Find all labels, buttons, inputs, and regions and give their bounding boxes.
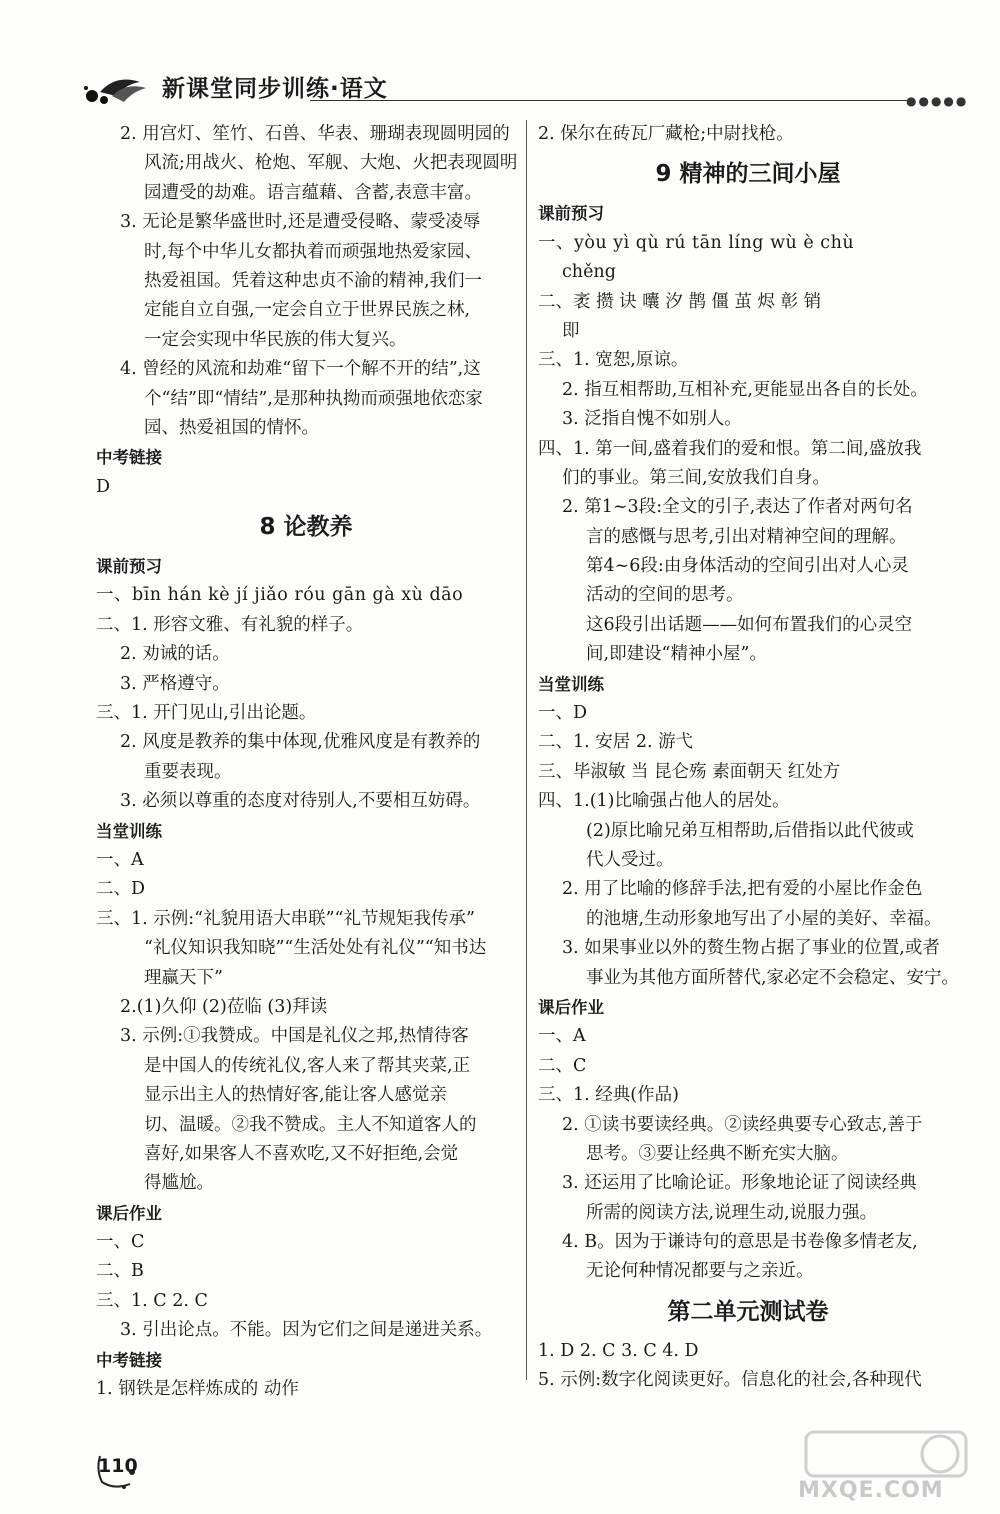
subsection-heading: 课后作业	[538, 997, 604, 1017]
text-line: D	[96, 476, 111, 497]
section-title: 第二单元测试卷	[667, 1298, 829, 1325]
text-line: 三、1. 示例:“礼貌用语大串联”“礼节规矩我传承”	[96, 908, 475, 929]
column-divider	[526, 120, 527, 1380]
text-line: 代人受过。	[586, 849, 674, 870]
text-line: 三、1. C 2. C	[96, 1290, 208, 1311]
text-line: 们的事业。第三间,安放我们自身。	[562, 467, 831, 488]
text-line: 园遭受的劫难。语言蕴藉、含蓄,表意丰富。	[144, 182, 483, 203]
text-line: 二、1. 形容文雅、有礼貌的样子。	[96, 614, 364, 635]
text-line: 3. 无论是繁华盛世时,还是遭受侵略、蒙受凌辱	[120, 212, 481, 233]
page-header	[70, 60, 969, 110]
text-line: 无论何种情况都要与之亲近。	[586, 1261, 814, 1282]
subsection-heading: 课前预习	[538, 204, 604, 224]
text-line: 这6段引出话题——如何布置我们的心灵空	[586, 614, 913, 635]
text-line: 重要表现。	[144, 761, 232, 782]
text-line: 切、温暖。②我不赞成。主人不知道客人的	[144, 1114, 477, 1135]
text-line: 二、1. 安居 2. 游弋	[538, 732, 694, 753]
text-line: 2. ①读书要读经典。②读经典要专心致志,善于	[562, 1114, 923, 1135]
subsection-heading: 中考链接	[96, 448, 162, 468]
subsection-heading: 课前预习	[96, 557, 162, 577]
left-column	[96, 120, 516, 1404]
text-line: 4. 曾经的风流和劫难“留下一个解不开的结”,这	[120, 359, 481, 380]
text-line: 一、A	[538, 1026, 586, 1047]
header-dots: ●●●●●	[906, 94, 969, 108]
text-line: 一、D	[538, 703, 588, 724]
text-line: 2.(1)久仰 (2)莅临 (3)拜读	[120, 996, 328, 1017]
text-line: 园、热爱祖国的情怀。	[144, 417, 319, 438]
text-line: 的池塘,生动形象地写出了小屋的美好、幸福。	[586, 908, 942, 929]
text-line: 间,即建设“精神小屋”。	[586, 644, 767, 665]
text-line: 5. 示例:数字化阅读更好。信息化的社会,各种现代	[538, 1370, 922, 1391]
text-line: 是中国人的传统礼仪,客人来了帮其夹菜,正	[144, 1055, 471, 1076]
text-line: 即	[562, 320, 580, 341]
text-line: 2. 用宫灯、笙竹、石兽、华表、珊瑚表现圆明园的	[120, 124, 510, 144]
section-title: 9 精神的三间小屋	[655, 161, 841, 188]
text-line: 活动的空间的思考。	[586, 585, 744, 606]
text-line: 一定会实现中华民族的伟大复兴。	[144, 329, 407, 350]
text-line: 三、1. 宽恕,原谅。	[538, 350, 689, 371]
text-line: 热爱祖国。凭着这种忠贞不渝的精神,我们一	[144, 270, 483, 291]
book-logo-icon	[82, 72, 152, 108]
text-line: 一、C	[96, 1232, 145, 1253]
text-line: 二、D	[96, 879, 146, 900]
text-line: 2. 保尔在砖瓦厂藏枪;中尉找枪。	[538, 124, 794, 144]
text-line: 事业为其他方面所替代,家必定不会稳定、安宁。	[586, 967, 960, 988]
text-line: 3. 还运用了比喻论证。形象地论证了阅读经典	[562, 1173, 917, 1194]
text-line: 2. 指互相帮助,互相补充,更能显出各自的长处。	[562, 379, 928, 400]
text-line: 3. 泛指自愧不如别人。	[562, 409, 742, 430]
text-line: 时,每个中华儿女都执着而顽强地热爱家园、	[144, 241, 483, 262]
text-line: chěng	[562, 262, 616, 283]
text-line: 3. 必须以尊重的态度对待别人,不要相互妨碍。	[120, 791, 481, 812]
text-line: 4. B。因为于谦诗句的意思是书卷像多情老友,	[562, 1232, 918, 1253]
text-line: 二、B	[96, 1261, 144, 1282]
text-line: 一、bīn hán kè jí jiǎo róu gān gà xù dāo	[96, 585, 464, 606]
text-line: 三、1. 开门见山,引出论题。	[96, 703, 317, 724]
text-line: 风流;用战火、枪炮、军舰、大炮、火把表现圆明	[144, 153, 518, 174]
text-line: 一、yòu yì qù rú tān líng wù è chù	[538, 232, 855, 253]
subsection-heading: 课后作业	[96, 1203, 162, 1223]
header-rule	[310, 100, 910, 101]
text-line: 3. 引出论点。不能。因为它们之间是递进关系。	[120, 1320, 493, 1341]
text-line: 2. 第1~3段:全文的引子,表达了作者对两句名	[562, 497, 913, 518]
section-title: 8 论教养	[259, 514, 353, 541]
subsection-heading: 中考链接	[96, 1350, 162, 1370]
text-line: 四、1.(1)比喻强占他人的居处。	[538, 791, 790, 812]
text-line: (2)原比喻兄弟互相帮助,后借指以此代彼或	[586, 820, 914, 841]
text-line: 三、1. 经典(作品)	[538, 1085, 679, 1106]
text-line: 二、C	[538, 1055, 587, 1076]
text-line: “礼仪知识我知晓”“生活处处有礼仪”“知书达	[144, 938, 487, 959]
watermark-text: MXQE.COM	[798, 1478, 944, 1503]
text-line: 二、袤 攒 诀 囔 汐 鹊 僵 茧 烬 彰 销	[538, 291, 822, 312]
right-column	[538, 120, 958, 1396]
text-line: 一、A	[96, 849, 144, 870]
header-title: 新课堂同步训练·语文	[162, 76, 388, 102]
text-line: 2. 劝诫的话。	[120, 644, 230, 665]
text-line: 喜好,如果客人不喜欢吃,又不好拒绝,会觉	[144, 1143, 459, 1164]
text-line: 显示出主人的热情好客,能让客人感觉亲	[144, 1085, 448, 1106]
text-line: 3. 如果事业以外的赘生物占据了事业的位置,或者	[562, 938, 940, 959]
text-line: 定能自立自强,一定会自立于世界民族之林,	[144, 300, 471, 321]
text-line: 四、1. 第一间,盛着我们的爱和恨。第二间,盛放我	[538, 438, 922, 459]
text-line: 个“结”即“情结”,是那种执拗而顽强地依恋家	[144, 388, 483, 409]
text-line: 3. 严格遵守。	[120, 673, 230, 694]
text-line: 得尴尬。	[144, 1173, 214, 1194]
text-line: 第4~6段:由身体活动的空间引出对人心灵	[586, 556, 909, 577]
text-line: 3. 示例:①我赞成。中国是礼仪之邦,热情待客	[120, 1026, 469, 1047]
text-line: 理赢天下”	[144, 967, 223, 988]
subsection-heading: 当堂训练	[96, 821, 162, 841]
subsection-heading: 当堂训练	[538, 674, 604, 694]
text-line: 1. D 2. C 3. C 4. D	[538, 1340, 699, 1361]
text-line: 言的感慨与思考,引出对精神空间的理解。	[586, 526, 907, 547]
text-line: 所需的阅读方法,说理生动,说服力强。	[586, 1202, 878, 1223]
text-line: 思考。③要让经典不断充实大脑。	[586, 1143, 849, 1164]
text-line: 2. 用了比喻的修辞手法,把有爱的小屋比作金色	[562, 879, 923, 900]
page-number: 110	[98, 1455, 138, 1477]
text-line: 2. 风度是教养的集中体现,优雅风度是有教养的	[120, 732, 481, 753]
text-line: 1. 钢铁是怎样炼成的 动作	[96, 1379, 299, 1400]
text-line: 三、毕淑敏 当 昆仑殇 素面朝天 红处方	[538, 761, 841, 782]
